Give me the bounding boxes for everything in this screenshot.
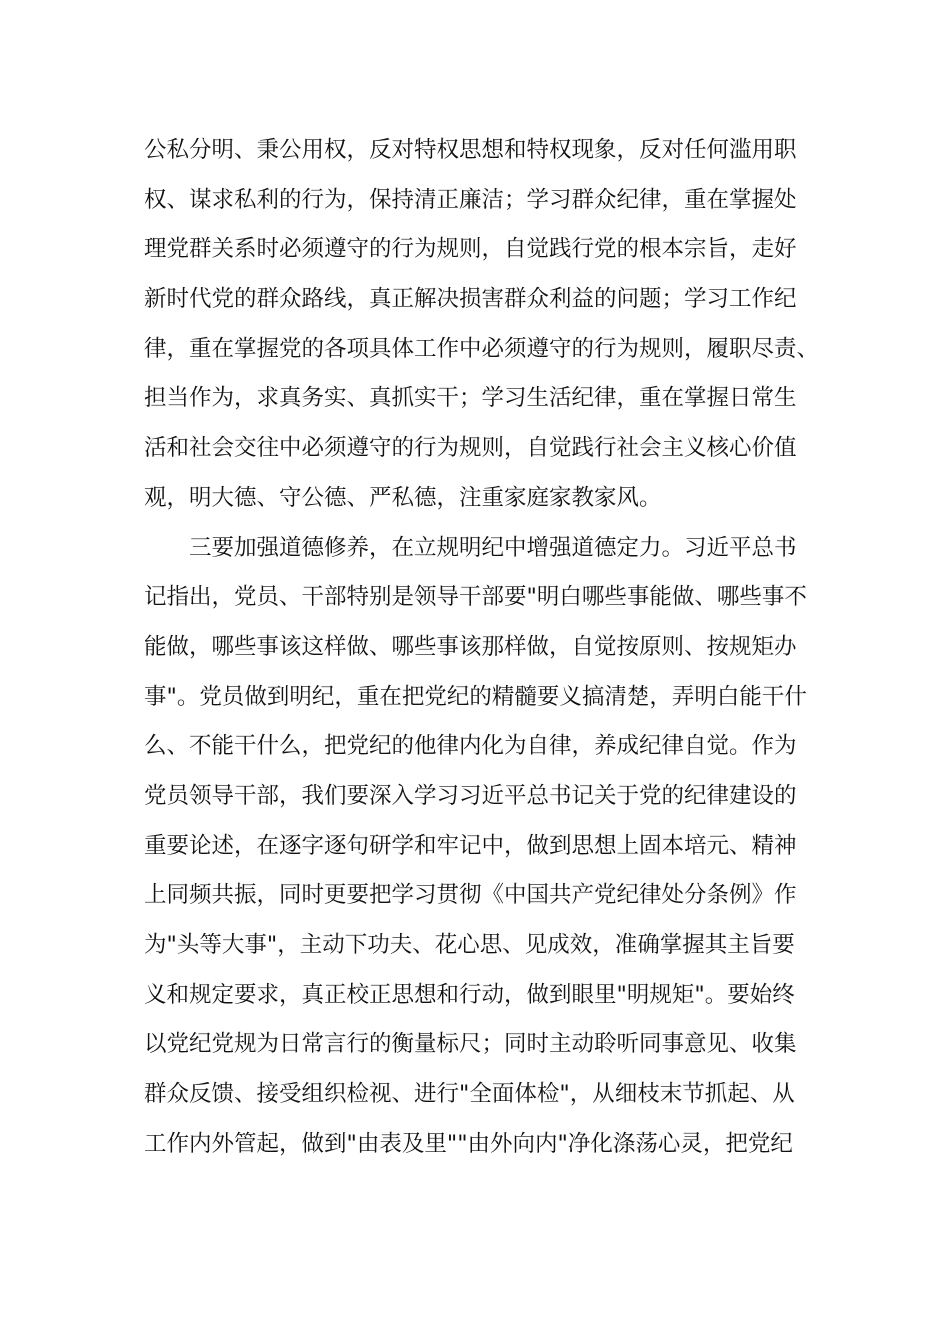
- text-line: 义和规定要求，真正校正思想和行动，做到眼里"明规矩"。要始终: [144, 981, 795, 1008]
- text-line: 新时代党的群众路线，真正解决损害群众利益的问题；学习工作纪: [144, 286, 797, 313]
- text-line: 活和社会交往中必须遵守的行为规则，自觉践行社会主义核心价值: [144, 435, 797, 462]
- text-line: 担当作为，求真务实、真抓实干；学习生活纪律，重在掌握日常生: [144, 385, 797, 412]
- text-line: 以党纪党规为日常言行的衡量标尺；同时主动聆听同事意见、收集: [144, 1031, 797, 1058]
- text-line: 群众反馈、接受组织检视、进行"全面体检"，从细枝末节抓起、从: [144, 1081, 795, 1108]
- text-line: 党员领导干部，我们要深入学习习近平总书记关于党的纪律建设的: [144, 782, 797, 809]
- text-line: 三要加强道德修养，在立规明纪中增强道德定力。习近平总书: [144, 534, 797, 561]
- text-line: 上同频共振，同时更要把学习贯彻《中国共产党纪律处分条例》作: [144, 882, 797, 909]
- text-line: 理党群关系时必须遵守的行为规则，自觉践行党的根本宗旨，走好: [144, 236, 797, 263]
- text-line: 权、谋求私利的行为，保持清正廉洁；学习群众纪律，重在掌握处: [144, 186, 797, 213]
- body-text: [144, 126, 824, 1169]
- text-line: 事"。党员做到明纪，重在把党纪的精髓要义搞清楚，弄明白能干什: [144, 683, 807, 710]
- text-line: 记指出，党员、干部特别是领导干部要"明白哪些事能做、哪些事不: [144, 584, 807, 611]
- text-line: 律，重在掌握党的各项具体工作中必须遵守的行为规则，履职尽责、: [144, 335, 820, 362]
- text-line: 重要论述，在逐字逐句研学和牢记中，做到思想上固本培元、精神: [144, 832, 797, 859]
- text-line: 公私分明、秉公用权，反对特权思想和特权现象，反对任何滥用职: [144, 137, 797, 163]
- text-line: 为"头等大事"，主动下功夫、花心思、见成效，准确掌握其主旨要: [144, 932, 795, 958]
- text-line: 么、不能干什么，把党纪的他律内化为自律，养成纪律自觉。作为: [144, 733, 797, 760]
- text-line: 工作内外管起，做到"由表及里""由外向内"净化涤荡心灵，把党纪: [144, 1130, 793, 1157]
- text-line: 观，明大德、守公德、严私德，注重家庭家教家风。: [144, 484, 662, 511]
- text-line: 能做，哪些事该这样做、哪些事该那样做，自觉按原则、按规矩办: [144, 633, 797, 660]
